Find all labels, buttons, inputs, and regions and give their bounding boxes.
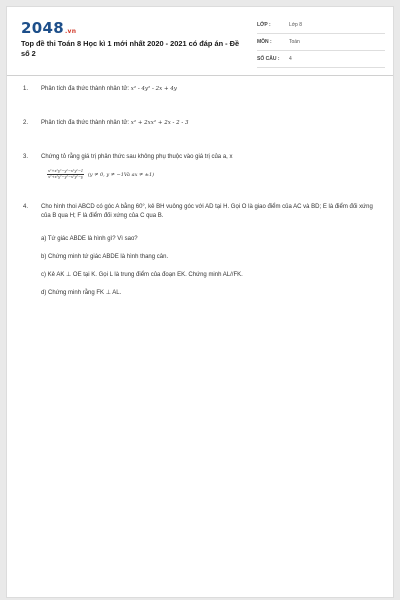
question-number: 4. — [23, 204, 29, 210]
meta-value: 4 — [289, 56, 292, 62]
question-prompt: Phân tích đa thức thành nhân tử: — [41, 120, 130, 126]
meta-label: SỐ CÂU : — [257, 56, 280, 62]
question-number: 2. — [23, 120, 29, 126]
question-number: 3. — [23, 154, 29, 160]
fraction-expression — [47, 169, 387, 180]
meta-value: Lớp 8 — [289, 22, 303, 28]
page-title: Top đề thi Toán 8 Học kì 1 mới nhất 2020 - 2021 có đáp án - Đề số 2 — [21, 39, 240, 58]
fraction — [47, 169, 84, 179]
header — [7, 7, 393, 77]
logo-sup: .vn — [64, 28, 77, 35]
meta-row-subject — [257, 34, 385, 51]
meta-label: LỚP : — [257, 22, 271, 28]
condition: (y ≠ 0, y ≠ −1Và ax ≠ ±1) — [87, 171, 155, 178]
question-text — [41, 85, 381, 94]
meta-row-count — [257, 51, 385, 68]
meta-label: MÔN : — [257, 39, 272, 45]
math-expression: x² - 4y² - 2x + 4y — [130, 86, 177, 92]
question-prompt: Phân tích đa thức thành nhân tử: — [41, 86, 130, 92]
logo-main: 2048 — [21, 19, 64, 37]
question-text: Cho hình thoi ABCD có góc A bằng 60°, kẻ BH vuông góc với AD tại H. Gọi O là giao điểm của AC và BD; E là điểm đối xứng của B qua H; F là điểm đối xứng của C qua B. — [41, 204, 373, 219]
question-4-part-b: b) Chứng minh tứ giác ABDE là hình thang cân. — [41, 254, 169, 260]
fraction-numerator: x²+x²y²−y²−x²y²−1 — [48, 169, 84, 173]
document-page — [6, 6, 394, 598]
question-text: Chứng tỏ rằng giá trị phân thức sau không phụ thuộc vào giá trị của a, x — [41, 154, 233, 160]
question-4-part-d: d) Chứng minh rằng FK ⊥ AL. — [41, 290, 122, 296]
question-4-part-a: a) Tứ giác ABDE là hình gì? Vì sao? — [41, 236, 138, 242]
fraction-denominator: x²+x²y²−y²−x²y²−y — [48, 174, 84, 179]
math-expression: x² + 2xx² + 2x - 2 - 3 — [130, 120, 189, 126]
meta-row-class — [257, 17, 385, 34]
logo[interactable] — [21, 19, 76, 37]
question-number: 1. — [23, 86, 29, 92]
header-divider — [7, 75, 393, 76]
question-4-part-c: c) Kẻ AK ⊥ OE tại K. Gọi L là trung điểm của đoạn EK. Chứng minh AL//FK. — [41, 272, 243, 278]
question-text — [41, 119, 381, 128]
meta-value: Toán — [289, 39, 300, 45]
